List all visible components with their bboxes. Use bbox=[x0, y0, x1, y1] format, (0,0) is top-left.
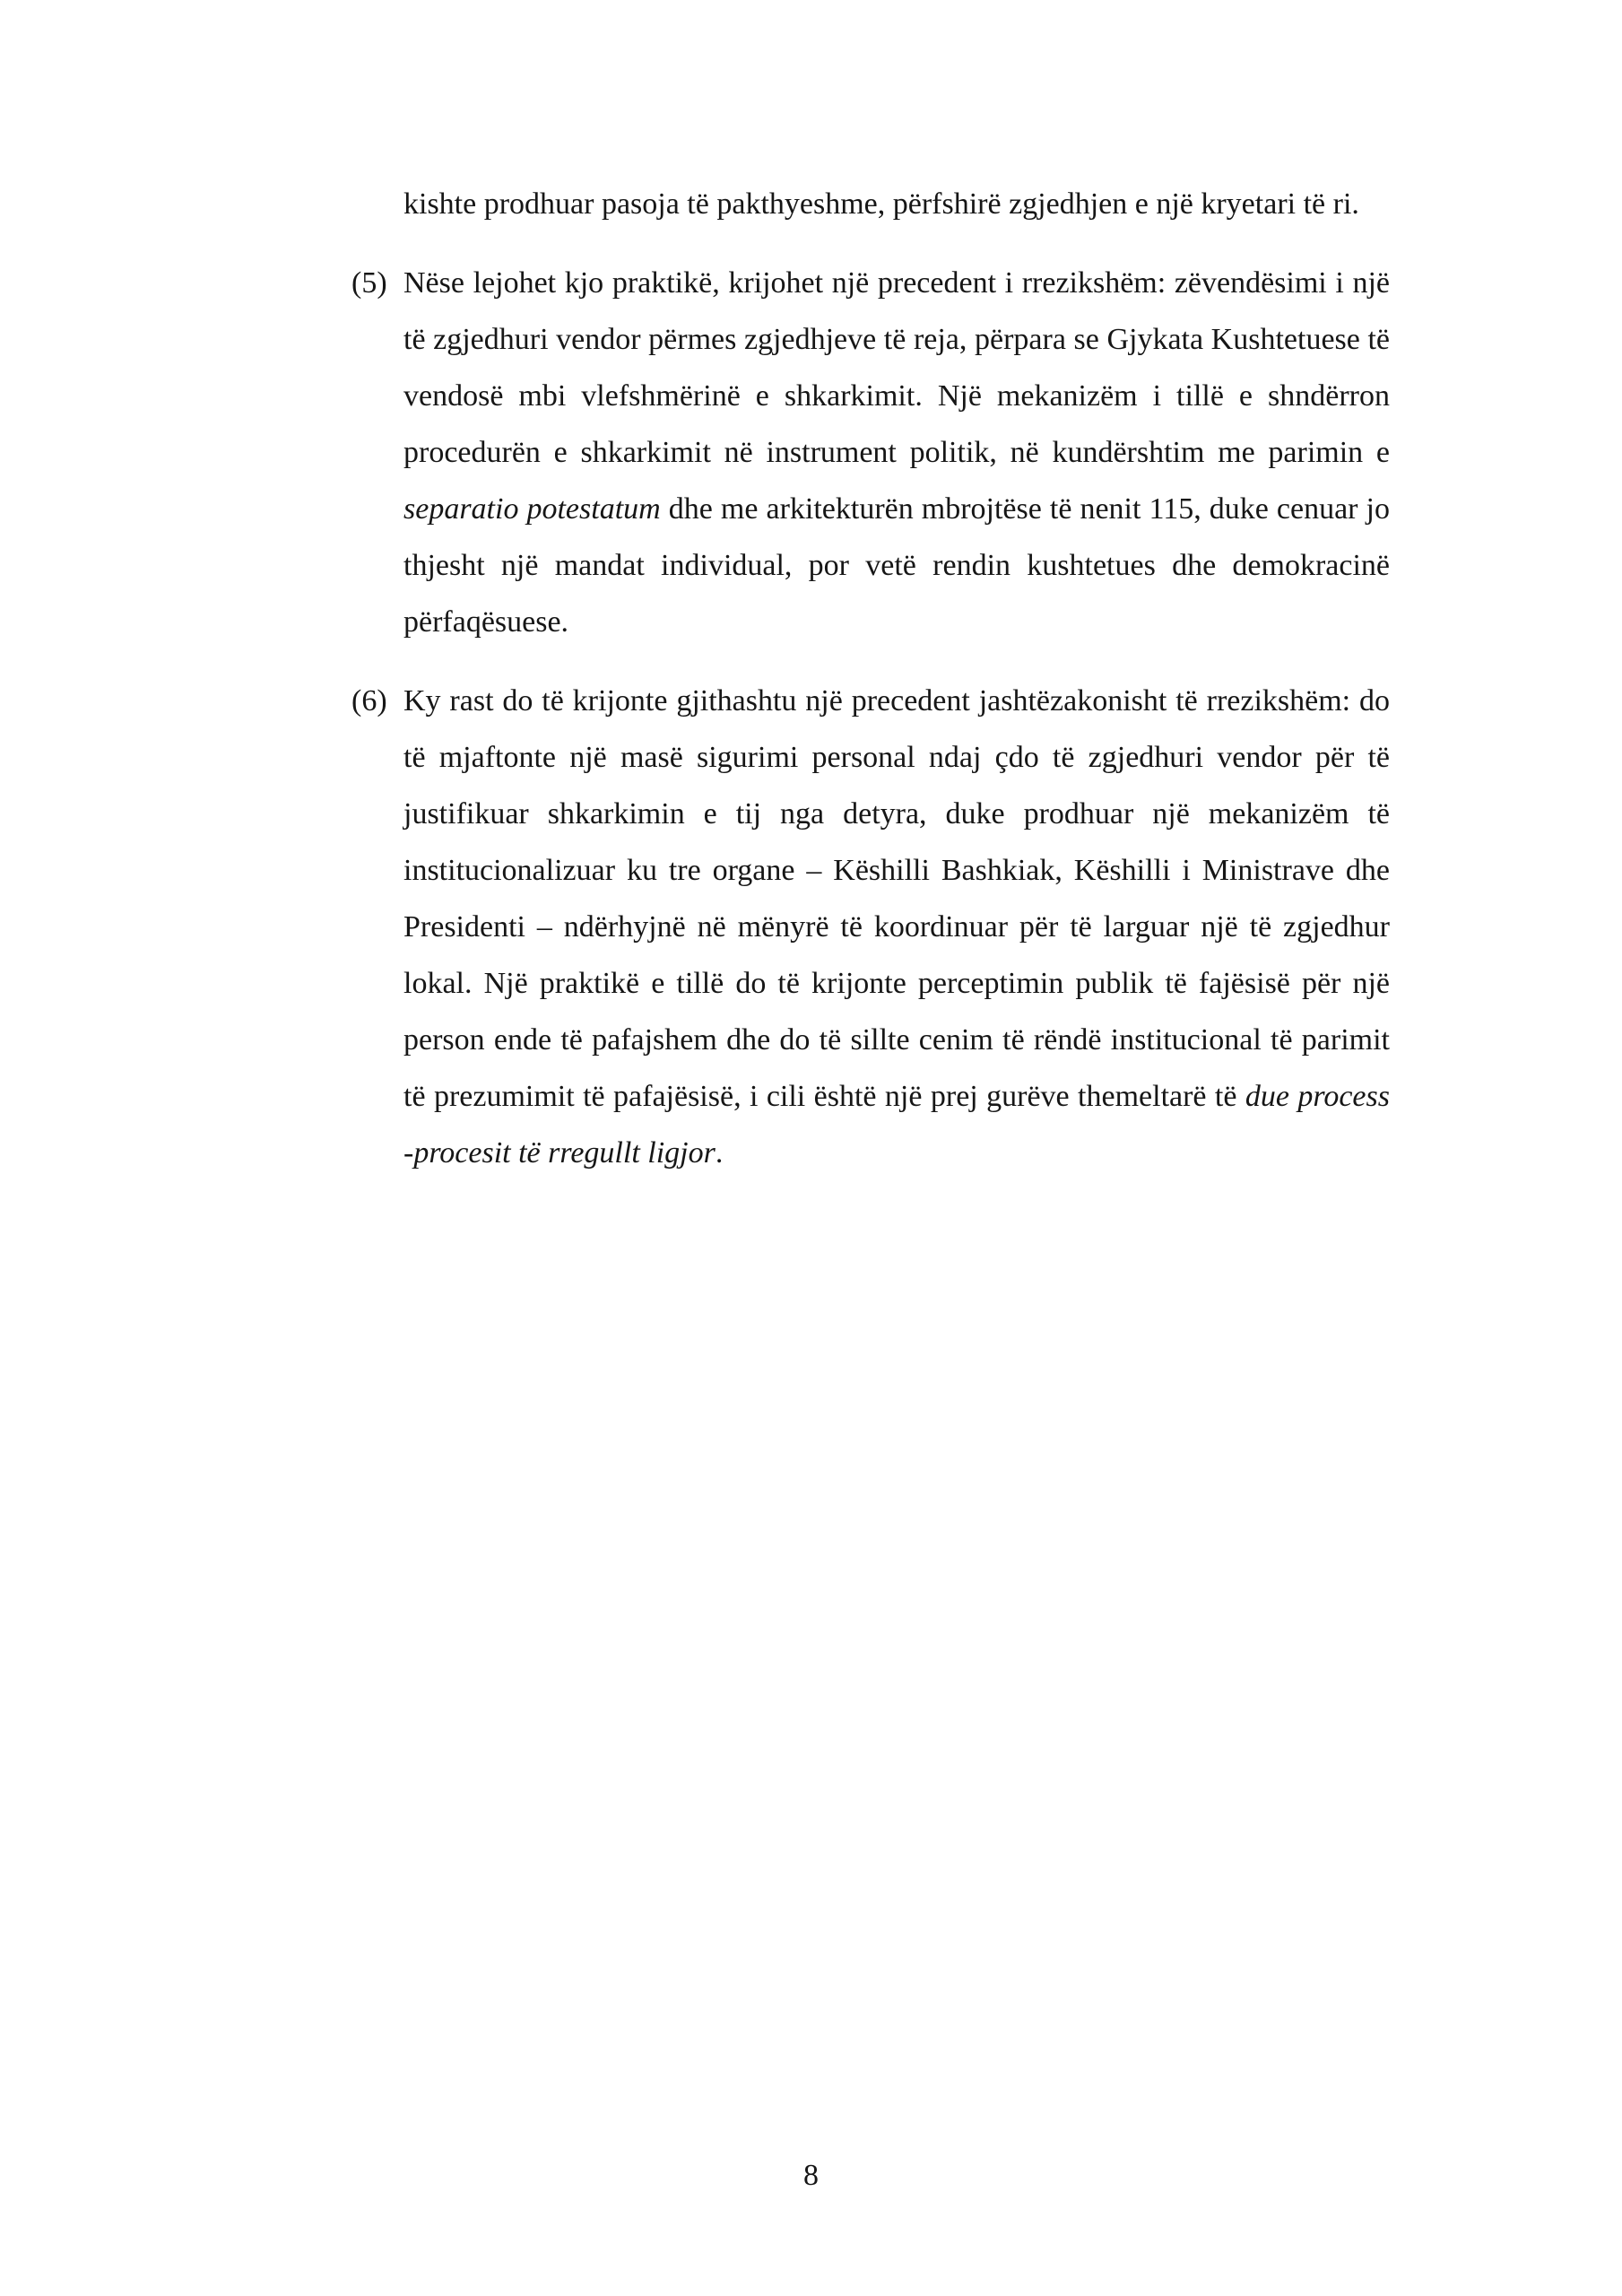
paragraph-intro-continuation bbox=[403, 176, 1390, 232]
page-number: 8 bbox=[803, 2159, 819, 2192]
page-footer bbox=[0, 2156, 1622, 2196]
list-item-5-text-after-italic: dhe me arkitekturën mbrojtëse të nenit 115, duke cenuar jo thjesht një mandat individual, por vetë rendin kushtetues dhe demokracinë përfaqësuese. bbox=[403, 492, 1390, 639]
list-item-6-text bbox=[403, 673, 1390, 1181]
page-content bbox=[351, 176, 1390, 1204]
intro-continuation-text: kishte prodhuar pasoja të pakthyeshme, përfshirë zgjedhjen e një kryetari të ri. bbox=[403, 187, 1359, 221]
list-item-6-text-after-italic: . bbox=[715, 1136, 724, 1170]
list-item-5 bbox=[351, 255, 1390, 650]
list-item-6-text-before-italic: Ky rast do të krijonte gjithashtu një precedent jashtëzakonisht të rrezikshëm: do të mjaftonte një masë sigurimi personal ndaj çdo të zgjedhuri vendor për të justifikuar shkarkimin e tij nga detyra, duke prodhuar një mekanizëm të institucionalizuar ku tre organe – Këshilli Bashkiak, Këshilli i Ministrave dhe Presidenti – ndërhyjnë në mënyrë të koordinuar për të larguar një të zgjedhur lokal. Një praktikë e tillë do të krijonte perceptimin publik të fajësisë për një person ende të pafajshem dhe do të sillte cenim të rëndë institucional të parimit të prezumimit të pafajësisë, i cili është një prej gurëve themeltarë të bbox=[403, 684, 1390, 1113]
list-item-5-marker: (5) bbox=[351, 266, 387, 300]
list-item-6-marker: (6) bbox=[351, 684, 387, 718]
list-item-5-italic-phrase: separatio potestatum bbox=[403, 492, 661, 526]
list-item-5-text-before-italic: Nëse lejohet kjo praktikë, krijohet një precedent i rrezikshëm: zëvendësimi i një të zgjedhuri vendor përmes zgjedhjeve të reja, përpara se Gjykata Kushtetuese të vendosë mbi vlefshmërinë e shkarkimit. Një mekanizëm i tillë e shndërron procedurën e shkarkimit në instrument politik, në kundërshtim me parimin e bbox=[403, 266, 1390, 469]
list-item-6-italic-phrase: due process -procesit të rregullt ligjor bbox=[403, 1080, 1390, 1170]
list-item-5-text bbox=[403, 255, 1390, 650]
list-item-6 bbox=[351, 673, 1390, 1181]
